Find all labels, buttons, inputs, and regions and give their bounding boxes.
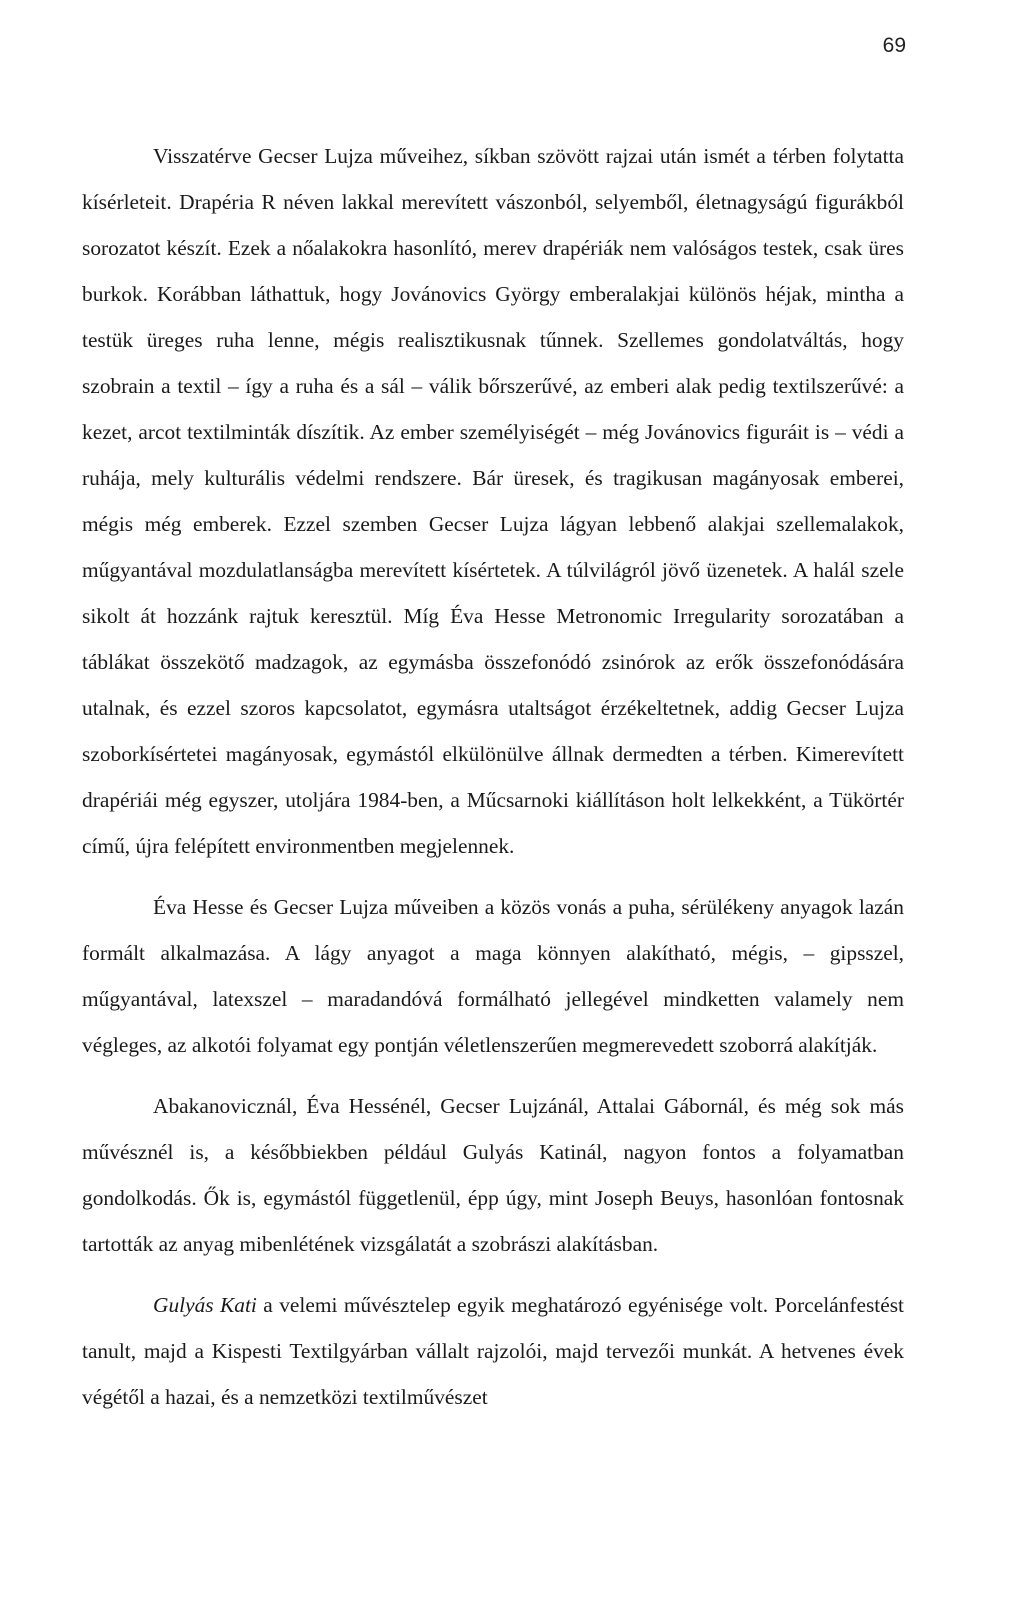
- paragraph-hesse-gecser-materials: Éva Hesse és Gecser Lujza műveiben a közös vonás a puha, sérülékeny anyagok lazán formált alkalmazása. A lágy anyagot a maga könnyen alakítható, mégis, – gipsszel, műgyantával, latexszel – maradandóvá formálható jellegével mindketten valamely nem végleges, az alkotói folyamat egy pontján véletlenszerűen megmerevedett szoborrá alakítják.: [82, 895, 904, 1057]
- page-body: [82, 133, 904, 1420]
- artist-name-italic: Gulyás Kati: [153, 1293, 257, 1317]
- paragraph-process-thinking: Abakanovicznál, Éva Hessénél, Gecser Lujzánál, Attalai Gábornál, és még sok más művésznél is, a későbbiekben például Gulyás Katinál, nagyon fontos a folyamatban gondolkodás. Ők is, egymástól függetlenül, épp úgy, mint Joseph Beuys, hasonlóan fontosnak tartották az anyag mibenlétének vizsgálatát a szobrászi alakításban.: [82, 1094, 904, 1256]
- page-number: 69: [882, 34, 906, 57]
- paragraph-gulyas-kati: [82, 1282, 904, 1420]
- paragraph-gulyas-kati-text: a velemi művésztelep egyik meghatározó egyénisége volt. Porcelánfestést tanult, majd a Kispesti Textilgyárban vállalt rajzolói, majd tervezői munkát. A hetvenes évek végétől a hazai, és a nemzetközi textilművészet: [82, 1293, 904, 1409]
- paragraph-gecser-drapery: Visszatérve Gecser Lujza műveihez, síkban szövött rajzai után ismét a térben folytatta kísérleteit. Drapéria R néven lakkal merevített vászonból, selyemből, életnagyságú figurákból sorozatot készít. Ezek a nőalakokra hasonlító, merev drapériák nem valóságos testek, csak üres burkok. Korábban láthattuk, hogy Jovánovics György emberalakjai különös héjak, mintha a testük üreges ruha lenne, mégis realisztikusnak tűnnek. Szellemes gondolatváltás, hogy szobrain a textil – így a ruha és a sál – válik bőrszerűvé, az emberi alak pedig textilszerűvé: a kezet, arcot textilminták díszítik. Az ember személyiségét – még Jovánovics figuráit is – védi a ruhája, mely kulturális védelmi rendszere. Bár üresek, és tragikusan magányosak emberei, mégis még emberek. Ezzel szemben Gecser Lujza lágyan lebbenő alakjai szellemalakok, műgyantával mozdulatlanságba merevített kísértetek. A túlvilágról jövő üzenetek. A halál szele sikolt át hozzánk rajtuk keresztül. Míg Éva Hesse Metronomic Irregularity sorozatában a táblákat összekötő madzagok, az egymásba összefonódó zsinórok az erők összefonódására utalnak, és ezzel szoros kapcsolatot, egymásra utaltságot érzékeltetnek, addig Gecser Lujza szoborkísértetei magányosak, egymástól elkülönülve állnak dermedten a térben. Kimerevített drapériái még egyszer, utoljára 1984-ben, a Műcsarnoki kiállításon holt lelkekként, a Tükörtér című, újra felépített environmentben megjelennek.: [82, 144, 904, 858]
